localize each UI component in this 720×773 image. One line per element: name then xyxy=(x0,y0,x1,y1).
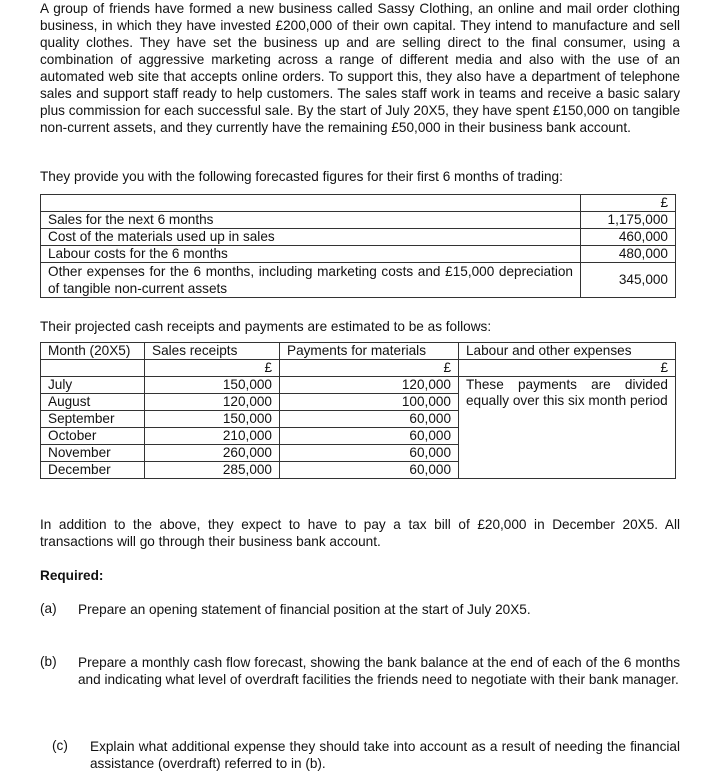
month-cell: December xyxy=(41,462,145,479)
month-cell: July xyxy=(41,377,145,394)
currency-cell: £ xyxy=(280,360,459,377)
question-c xyxy=(52,738,680,772)
sales-cell: 260,000 xyxy=(145,445,280,462)
header-row xyxy=(41,343,676,360)
forecast-table xyxy=(40,194,676,298)
materials-cell: 60,000 xyxy=(280,411,459,428)
question-b xyxy=(40,654,680,688)
header-labour: Labour and other expenses xyxy=(459,343,676,360)
after-paragraph: In addition to the above, they expect to have to pay a tax bill of £20,000 in December 20X5. All transactions will go through their business bank account. xyxy=(40,517,680,549)
sales-cell: 120,000 xyxy=(145,394,280,411)
question-text: Prepare a monthly cash flow forecast, showing the bank balance at the end of each of the 6 months and indicating what level of overdraft facilities the friends need to negotiate with their bank manager. xyxy=(78,655,680,687)
materials-cell: 60,000 xyxy=(280,445,459,462)
intro-paragraph: A group of friends have formed a new business called Sassy Clothing, an online and mail order clothing business, in which they have invested £200,000 of their own capital. They intend to manufacture and sell quality clothes. They have set the business up and are selling direct to the final consumer, using a combination of aggressive marketing across a range of different media and also with the use of an automated web site that accepts online orders. To support this, they also have a department of telephone sales and support staff ready to help customers. The sales staff work in teams and receive a basic salary plus commission for each successful sale. By the start of July 20X5, they have spent £150,000 on tangible non-current assets, and they currently have the remaining £50,000 in their business bank account. xyxy=(40,1,680,135)
row-label: Labour costs for the 6 months xyxy=(41,246,581,263)
row-value: 460,000 xyxy=(581,229,676,246)
row-label: Other expenses for the 6 months, including marketing costs and £15,000 depreciation of tangible non-current assets xyxy=(41,263,581,298)
question-a xyxy=(40,601,680,618)
table-row xyxy=(41,377,676,394)
currency-row xyxy=(41,360,676,377)
month-cell: November xyxy=(41,445,145,462)
table-cell xyxy=(41,195,581,212)
cash-intro: Their projected cash receipts and payments are estimated to be as follows: xyxy=(40,319,492,334)
question-text: Prepare an opening statement of financial position at the start of July 20X5. xyxy=(78,602,531,617)
required-heading: Required: xyxy=(40,568,104,583)
row-value: 480,000 xyxy=(581,246,676,263)
materials-cell: 60,000 xyxy=(280,462,459,479)
header-month: Month (20X5) xyxy=(41,343,145,360)
forecast-intro: They provide you with the following forecasted figures for their first 6 months of trading: xyxy=(40,169,563,184)
question-label: (b) xyxy=(40,654,57,669)
sales-cell: 210,000 xyxy=(145,428,280,445)
question-label: (c) xyxy=(52,738,68,753)
question-text: Explain what additional expense they should take into account as a result of needing the financial assistance (overdraft) referred to in (b). xyxy=(90,739,680,771)
row-value: 1,175,000 xyxy=(581,212,676,229)
question-label: (a) xyxy=(40,601,57,616)
currency-cell: £ xyxy=(145,360,280,377)
sales-cell: 285,000 xyxy=(145,462,280,479)
materials-cell: 120,000 xyxy=(280,377,459,394)
table-row xyxy=(41,212,676,229)
month-cell: August xyxy=(41,394,145,411)
month-cell: October xyxy=(41,428,145,445)
sales-cell: 150,000 xyxy=(145,377,280,394)
table-row xyxy=(41,229,676,246)
month-cell: September xyxy=(41,411,145,428)
row-label: Sales for the next 6 months xyxy=(41,212,581,229)
row-label: Cost of the materials used up in sales xyxy=(41,229,581,246)
row-value: 345,000 xyxy=(581,263,676,298)
table-row xyxy=(41,263,676,298)
header-materials: Payments for materials xyxy=(280,343,459,360)
materials-cell: 60,000 xyxy=(280,428,459,445)
table-cell xyxy=(41,360,145,377)
table-row xyxy=(41,246,676,263)
cash-table xyxy=(40,342,676,479)
currency-header: £ xyxy=(581,195,676,212)
labour-note: These payments are divided equally over this six month period xyxy=(459,377,676,479)
currency-cell: £ xyxy=(459,360,676,377)
sales-cell: 150,000 xyxy=(145,411,280,428)
header-sales: Sales receipts xyxy=(145,343,280,360)
materials-cell: 100,000 xyxy=(280,394,459,411)
table-row xyxy=(41,195,676,212)
